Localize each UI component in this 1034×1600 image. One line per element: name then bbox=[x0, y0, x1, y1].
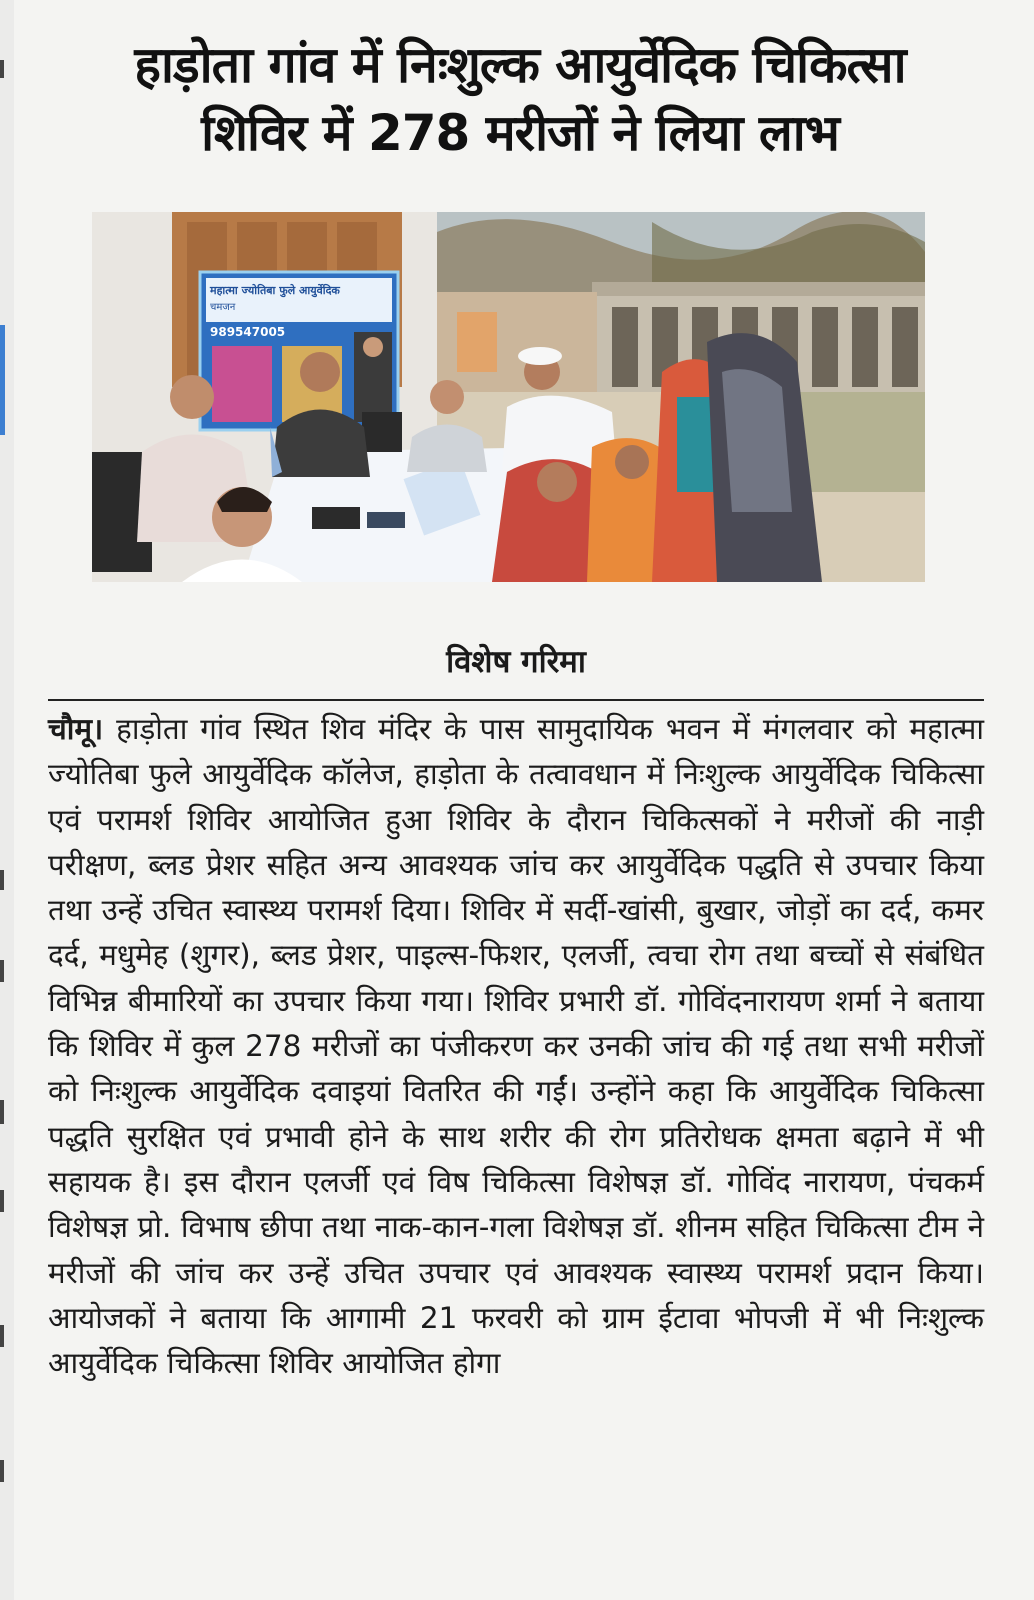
margin-mark bbox=[0, 60, 4, 78]
headline-line-1: हाड़ोता गांव में निःशुल्क आयुर्वेदिक चिकित्सा bbox=[134, 36, 906, 94]
byline: विशेष गरिमा bbox=[446, 644, 586, 680]
headline-line-2: शिविर में 278 मरीजों ने लिया लाभ bbox=[201, 104, 839, 162]
article-text: हाड़ोता गांव स्थित शिव मंदिर के पास सामुदायिक भवन में मंगलवार को महात्मा ज्योतिबा फुले आयुर्वेदिक कॉलेज, हाड़ोता के तत्वावधान में निःशुल्क आयुर्वेदिक चिकित्सा एवं परामर्श शिविर आयोजित हुआ शिविर के दौरान चिकित्सकों ने मरीजों की नाड़ी परीक्षण, ब्लड प्रेशर सहित अन्य आवश्यक जांच कर आयुर्वेदिक पद्धति से उपचार किया तथा उन्हें उचित स्वास्थ्य परामर्श दिया। शिविर में सर्दी-खांसी, बुखार, जोड़ों का दर्द, कमर दर्द, मधुमेह (शुगर), ब्लड प्रेशर, पाइल्स-फिशर, एलर्जी, त्वचा रोग तथा बच्चों से संबंधित विभिन्न बीमारियों का उपचार किया गया। शिविर प्रभारी डॉ. गोविंदनारायण शर्मा ने बताया कि शिविर में कुल 278 मरीजों का पंजीकरण कर उनकी जांच की गई तथा सभी मरीजों को निःशुल्क आयुर्वेदिक दवाइयां वितरित की गईं। उन्होंने कहा कि आयुर्वेदिक चिकित्सा पद्धति सुरक्षित एवं प्रभावी होने के साथ शरीर की रोग प्रतिरोधक क्षमता बढ़ाने में भी सहायक है। इस दौरान एलर्जी एवं विष चिकित्सा विशेषज्ञ डॉ. गोविंद नारायण, पंचकर्म विशेषज्ञ प्रो. विभाष छीपा तथा नाक-कान-गला विशेषज्ञ डॉ. शीनम सहित चिकित्सा टीम ने मरीजों की जांच कर उन्हें उचित उपचार एवं आवश्यक स्वास्थ्य परामर्श प्रदान किया। आयोजकों ने बताया कि आगामी 21 फरवरी को ग्राम ईटावा भोपजी में भी निःशुल्क आयुर्वेदिक चिकित्सा शिविर आयोजित होगा bbox=[48, 712, 984, 1381]
banner-subtitle: चमजन bbox=[210, 302, 236, 313]
margin-mark bbox=[0, 960, 4, 982]
article-body bbox=[48, 707, 984, 1386]
margin-mark bbox=[0, 1325, 4, 1347]
news-photo bbox=[92, 212, 925, 582]
margin-mark bbox=[0, 1460, 4, 1482]
margin-mark bbox=[0, 870, 4, 890]
margin-blue-strip bbox=[0, 325, 5, 435]
dateline: चौमू। bbox=[48, 712, 104, 746]
page-left-margin bbox=[0, 0, 14, 1600]
margin-mark bbox=[0, 1190, 4, 1212]
banner-title: महात्मा ज्योतिबा फुले आयुर्वेदिक bbox=[210, 284, 340, 297]
margin-mark bbox=[0, 1100, 4, 1124]
banner-phone: 989547005 bbox=[210, 325, 286, 339]
byline-rule bbox=[48, 699, 984, 701]
